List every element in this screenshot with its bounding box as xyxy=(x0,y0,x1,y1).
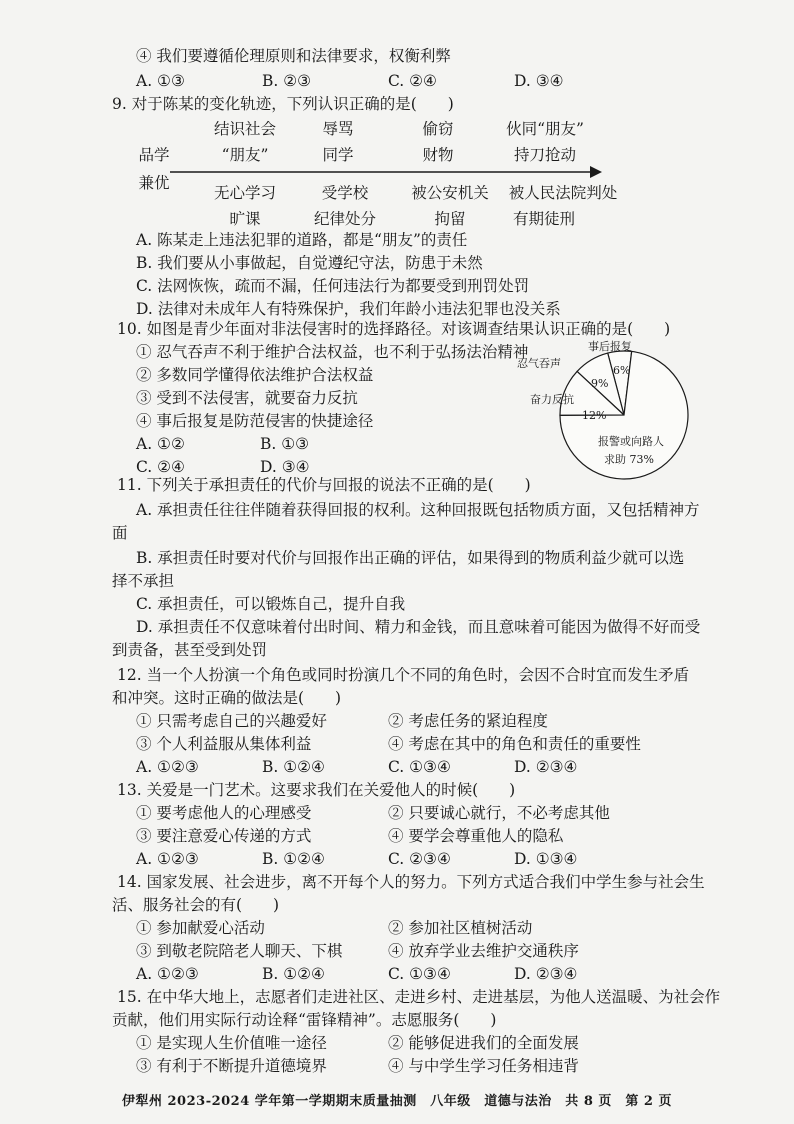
pie-label-silent: 忍气吞声 xyxy=(517,357,561,370)
q9-option-b: B. 我们要从小事做起，自觉遵纪守法，防患于未然 xyxy=(136,254,483,272)
q9-stem: 9. 对于陈某的变化轨迹，下列认识正确的是( ) xyxy=(112,95,454,113)
q10-statement-4: ④ 事后报复是防范侵害的快捷途径 xyxy=(136,412,374,430)
q12-option-a: A. ①②③ xyxy=(136,758,199,776)
timeline-result-2-bottom: 纪律处分 xyxy=(313,210,376,228)
timeline-result-1-bottom: 旷课 xyxy=(229,210,261,228)
q15-stem-line2: 贡献，他们用实际行动诠释“雷锋精神”。志愿服务( ) xyxy=(112,1011,497,1029)
q15-statement-4: ④ 与中学生学习任务相违背 xyxy=(388,1057,579,1075)
timeline-event-1-top: 结识社会 xyxy=(213,120,276,138)
q13-option-d: D. ①③④ xyxy=(514,850,578,868)
q10-statement-1: ① 忍气吞声不利于维护合法权益，也不利于弘扬法治精神 xyxy=(136,343,529,361)
q12-stem-line2: 和冲突。这时正确的做法是( ) xyxy=(112,689,342,707)
q13-option-a: A. ①②③ xyxy=(136,850,199,868)
q8-option-b: B. ②③ xyxy=(262,72,312,90)
q10-option-b: B. ①③ xyxy=(260,435,310,453)
pie-label-revenge: 事后报复 xyxy=(588,340,632,353)
q13-statement-3: ③ 要注意爱心传递的方式 xyxy=(136,827,312,845)
q8-option-c: C. ②④ xyxy=(388,72,437,90)
timeline-event-3-top: 偷窃 xyxy=(422,120,454,138)
timeline-event-2-top: 辱骂 xyxy=(322,120,354,138)
timeline-start-2: 兼优 xyxy=(138,174,170,192)
q14-option-b: B. ①②④ xyxy=(262,965,325,983)
q12-option-b: B. ①②④ xyxy=(262,758,325,776)
q11-option-d-line2: 到责备，甚至受到处罚 xyxy=(112,641,268,659)
q9-option-a: A. 陈某走上违法犯罪的道路，都是“朋友”的责任 xyxy=(136,231,468,249)
pie-label-help-line2: 求助 73% xyxy=(604,453,654,466)
q10-statement-3: ③ 受到不法侵害，就要奋力反抗 xyxy=(136,389,358,407)
q15-statement-2: ② 能够促进我们的全面发展 xyxy=(388,1034,579,1052)
timeline-event-4-bottom: 持刀抢动 xyxy=(513,146,576,164)
q10-pie-chart xyxy=(517,335,720,485)
q8-statement-4: ④ 我们要遵循伦理原则和法律要求，权衡利弊 xyxy=(136,47,451,65)
q8-option-a: A. ①③ xyxy=(136,72,185,90)
pie-label-resist: 奋力反抗 xyxy=(530,393,574,406)
q10-option-a: A. ①② xyxy=(136,435,185,453)
q13-statement-2: ② 只要诚心就行，不必考虑其他 xyxy=(388,804,610,822)
q12-statement-3: ③ 个人利益服从集体利益 xyxy=(136,735,312,753)
timeline-result-3-top: 被公安机关 xyxy=(411,184,489,202)
q9-option-c: C. 法网恢恢，疏而不漏，任何违法行为都要受到刑罚处罚 xyxy=(136,277,530,295)
q13-option-b: B. ①②④ xyxy=(262,850,325,868)
pie-value-6: 6% xyxy=(613,364,631,377)
pie-value-9: 9% xyxy=(591,377,609,390)
page-footer: 伊犁州 2023-2024 学年第一学期期末质量抽测 八年级 道德与法治 共 8 页 第 2 页 xyxy=(121,1094,672,1109)
q14-option-d: D. ②③④ xyxy=(514,965,578,983)
timeline-result-2-top: 受学校 xyxy=(321,184,369,202)
q13-stem: 13. 关爱是一门艺术。这要求我们在关爱他人的时候( ) xyxy=(117,781,516,799)
q11-stem: 11. 下列关于承担责任的代价与回报的说法不正确的是( ) xyxy=(117,476,531,494)
timeline-start-1: 品学 xyxy=(138,146,170,164)
q14-statement-4: ④ 放弃学业去维护交通秩序 xyxy=(388,942,579,960)
q11-option-c: C. 承担责任，可以锻炼自己，提升自我 xyxy=(136,595,406,613)
q10-option-c: C. ②④ xyxy=(136,458,185,476)
q15-statement-3: ③ 有利于不断提升道德境界 xyxy=(136,1057,327,1075)
q12-option-c: C. ①③④ xyxy=(388,758,451,776)
q10-stem: 10. 如图是青少年面对非法侵害时的选择路径。对该调查结果认识正确的是( ) xyxy=(117,320,671,338)
q12-statement-4: ④ 考虑在其中的角色和责任的重要性 xyxy=(388,735,641,753)
q14-option-a: A. ①②③ xyxy=(136,965,199,983)
pie-value-12: 12% xyxy=(582,409,607,422)
timeline-event-2-bottom: 同学 xyxy=(322,146,354,164)
q11-option-a-line1: A. 承担责任往往伴随着获得回报的权利。这种回报既包括物质方面，又包括精神方 xyxy=(136,501,700,519)
q12-option-d: D. ②③④ xyxy=(514,758,578,776)
q13-statement-1: ① 要考虑他人的心理感受 xyxy=(136,804,312,822)
q10-statement-2: ② 多数同学懂得依法维护合法权益 xyxy=(136,366,374,384)
q14-option-c: C. ①③④ xyxy=(388,965,451,983)
q8-option-d: D. ③④ xyxy=(514,72,564,90)
q9-option-d: D. 法律对未成年人有特殊保护，我们年龄小违法犯罪也没关系 xyxy=(136,300,561,318)
q15-stem-line1: 15. 在中华大地上，志愿者们走进社区、走进乡村、走进基层，为他人送温暖、为社会作 xyxy=(117,988,721,1006)
pie-label-help-line1: 报警或向路人 xyxy=(598,435,664,448)
q14-stem-line2: 活、服务社会的有( ) xyxy=(112,896,280,914)
timeline-result-1-top: 无心学习 xyxy=(213,184,276,202)
timeline-result-4-top: 被人民法院判处 xyxy=(508,184,618,202)
timeline-result-4-bottom: 有期徒刑 xyxy=(512,210,575,228)
q11-option-d-line1: D. 承担责任不仅意味着付出时间、精力和金钱，而且意味着可能因为做得不好而受 xyxy=(136,618,701,636)
q11-option-a-line2: 面 xyxy=(112,524,128,542)
q12-stem-line1: 12. 当一个人扮演一个角色或同时扮演几个不同的角色时，会因不合时宜而发生矛盾 xyxy=(117,666,690,684)
timeline-event-3-bottom: 财物 xyxy=(422,146,454,164)
q13-option-c: C. ②③④ xyxy=(388,850,451,868)
timeline-event-4-top: 伙同“朋友” xyxy=(506,120,584,138)
q14-statement-3: ③ 到敬老院陪老人聊天、下棋 xyxy=(136,942,343,960)
q14-statement-2: ② 参加社区植树活动 xyxy=(388,919,533,937)
q14-stem-line1: 14. 国家发展、社会进步，离不开每个人的努力。下列方式适合我们中学生参与社会生 xyxy=(117,873,705,891)
q12-statement-2: ② 考虑任务的紧迫程度 xyxy=(388,712,548,730)
q12-statement-1: ① 只需考虑自己的兴趣爱好 xyxy=(136,712,327,730)
q11-option-b-line2: 择不承担 xyxy=(112,572,175,590)
timeline-event-1-bottom: “朋友” xyxy=(221,146,269,164)
q10-option-d: D. ③④ xyxy=(260,458,310,476)
q15-statement-1: ① 是实现人生价值唯一途径 xyxy=(136,1034,327,1052)
q14-statement-1: ① 参加献爱心活动 xyxy=(136,919,265,937)
timeline-result-3-bottom: 拘留 xyxy=(434,210,466,228)
q11-option-b-line1: B. 承担责任时要对代价与回报作出正确的评估，如果得到的物质利益少就可以选 xyxy=(136,549,685,567)
q13-statement-4: ④ 要学会尊重他人的隐私 xyxy=(388,827,564,845)
